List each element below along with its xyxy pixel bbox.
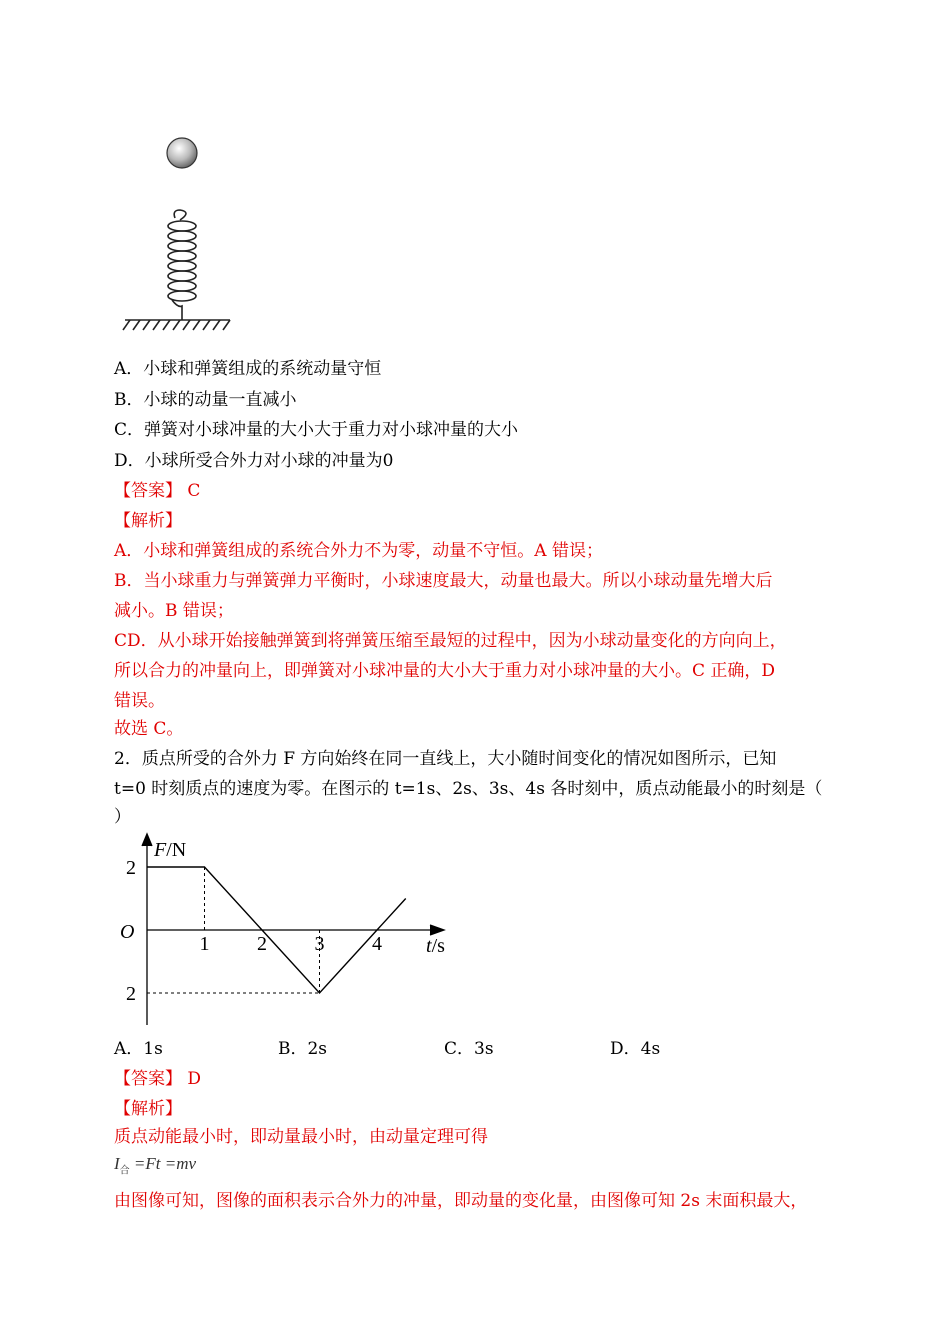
q2-option-a: A．1s (114, 1039, 163, 1059)
formula-rest: =Ft =mv (129, 1154, 197, 1173)
ground-icon (123, 320, 230, 330)
answer-value: D (187, 1069, 202, 1089)
ball-icon (167, 138, 197, 168)
q1-option-a: A．小球和弹簧组成的系统动量守恒 (114, 359, 382, 379)
q1-option-b: B．小球的动量一直减小 (114, 390, 297, 410)
q1-analysis-line: 所以合力的冲量向上，即弹簧对小球冲量的大小大于重力对小球冲量的大小。C 正确，D (114, 661, 776, 681)
q1-analysis-line: 故选 C。 (114, 719, 184, 739)
formula-subscript: 合 (119, 1165, 130, 1177)
q1-analysis-line: A．小球和弹簧组成的系统合外力不为零，动量不守恒。A 错误； (114, 541, 603, 561)
answer-label: 【答案】 (114, 1069, 182, 1089)
answer-label: 【答案】 (114, 481, 182, 501)
x-tick-label: 3 (314, 933, 325, 955)
y-axis-label: F/N (154, 839, 187, 861)
q1-answer (114, 480, 200, 502)
q1-analysis-line: 错误。 (114, 691, 165, 711)
q1-analysis-line: B．当小球重力与弹簧弹力平衡时，小球速度最大，动量也最大。所以小球动量先增大后 (114, 571, 773, 591)
q2-answer (114, 1068, 201, 1090)
x-tick-label: 2 (257, 933, 267, 955)
q2-option-c: C．3s (444, 1039, 494, 1059)
q1-option-c: C．弹簧对小球冲量的大小大于重力对小球冲量的大小 (114, 420, 519, 440)
q2-stem-line: 2．质点所受的合外力 F 方向始终在同一直线上，大小随时间变化的情况如图所示，已知 (114, 749, 777, 769)
q2-stem-line: t=0 时刻质点的速度为零。在图示的 t=1s、2s、3s、4s 各时刻中，质点动能最小的时刻是（ (114, 779, 823, 799)
q2-option-b: B．2s (278, 1039, 328, 1059)
q2-analysis-label: 【解析】 (114, 1099, 182, 1119)
y-axis-arrow (142, 834, 152, 846)
q1-option-d: D．小球所受合外力对小球的冲量为0 (114, 451, 394, 471)
spring-icon (168, 210, 196, 320)
q1-analysis-line: 减小。B 错误； (114, 601, 234, 621)
ball-spring-figure (120, 130, 240, 340)
formula-symbol: I (114, 1154, 120, 1173)
y-tick-label: 2 (126, 857, 136, 879)
q2-analysis-line: 由图像可知，图像的面积表示合外力的冲量，即动量的变化量，由图像可知 2s 末面积最大， (114, 1191, 808, 1211)
q2-option-d: D．4s (610, 1039, 661, 1059)
x-axis-arrow (430, 925, 444, 935)
x-tick-label: 1 (199, 933, 210, 955)
answer-value: C (187, 481, 201, 501)
y-tick-label: 2 (126, 983, 136, 1005)
force-time-chart (110, 830, 470, 1030)
x-axis-label: t/s (426, 935, 445, 957)
impulse-formula (114, 1154, 196, 1176)
q2-analysis-line: 质点动能最小时，即动量最小时，由动量定理可得 (114, 1127, 488, 1147)
q1-analysis-label: 【解析】 (114, 511, 182, 531)
q2-stem-line: ） (114, 807, 131, 827)
x-tick-label: 4 (372, 933, 382, 955)
q1-analysis-line: CD．从小球开始接触弹簧到将弹簧压缩至最短的过程中，因为小球动量变化的方向向上， (114, 631, 787, 651)
origin-label: O (120, 921, 135, 943)
